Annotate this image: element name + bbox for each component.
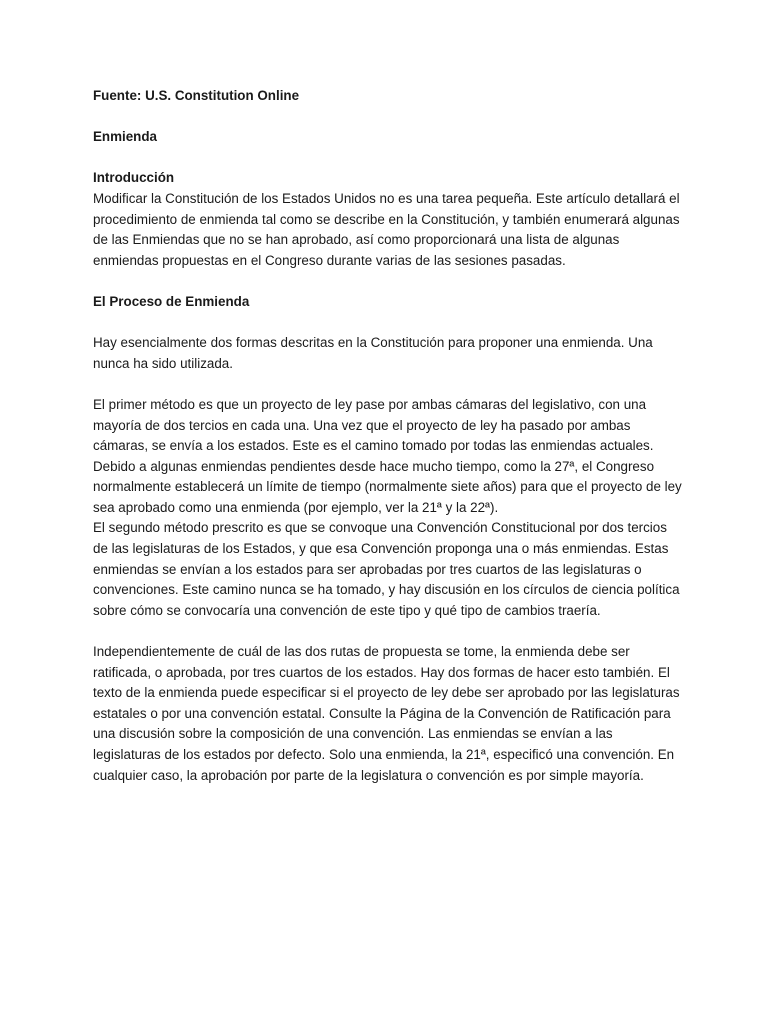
spacer	[93, 313, 683, 334]
source-line: Fuente: U.S. Constitution Online	[93, 88, 300, 103]
spacer	[93, 621, 683, 642]
spacer	[93, 148, 683, 169]
paragraph-ratification: Independientemente de cuál de las dos rutas de propuesta se tome, la enmienda debe ser ratificada, o aprobada, por tres cuartos de los estados. Hay dos formas de hacer esto también. El texto de la enmienda puede especificar si el proyecto de ley debe ser aprobado por las legislaturas estatales o por una convención estatal. Consulte la Página de la Convención de Ratificación para una discusión sobre la composición de una convención. Las enmiendas se envían a las legislaturas de los estados por defecto. Solo una enmienda, la 21ª, especificó una convención. En cualquier caso, la aprobación por parte de la legislatura o convención es por simple mayoría.	[93, 644, 680, 783]
spacer	[93, 107, 683, 128]
document-title: Enmienda	[93, 129, 157, 145]
paragraph-two-forms: Hay esencialmente dos formas descritas en la Constitución para proponer una enmienda. Una nunca ha sido utilizada.	[93, 335, 653, 371]
document-body	[93, 86, 683, 786]
spacer	[93, 271, 683, 292]
paragraph-first-method: El primer método es que un proyecto de ley pase por ambas cámaras del legislativo, con una mayoría de dos tercios en cada una. Una vez que el proyecto de ley ha pasado por ambas cámaras, se envía a los estados. Este es el camino tomado por todas las enmiendas actuales. Debido a algunas enmiendas pendientes desde hace mucho tiempo, como la 27ª, el Congreso normalmente establecerá un límite de tiempo (normalmente siete años) para que el proyecto de ley sea aprobado como una enmienda (por ejemplo, ver la 21ª y la 22ª).	[93, 396, 682, 515]
spacer	[93, 374, 683, 395]
intro-paragraph: Modificar la Constitución de los Estados Unidos no es una tarea pequeña. Este artículo detallará el procedimiento de enmienda tal como se describe en la Constitución, y también enumerará algunas de las Enmiendas que no se han aprobado, así como proporcionará una lista de algunas enmiendas propuestas en el Congreso durante varias de las sesiones pasadas.	[93, 190, 680, 268]
process-heading: El Proceso de Enmienda	[93, 293, 250, 309]
paragraph-second-method: El segundo método prescrito es que se convoque una Convención Constitucional por dos tercios de las legislaturas de los Estados, y que esa Convención proponga una o más enmiendas. Estas enmiendas se envían a los estados para ser aprobadas por tres cuartos de las legislaturas o convenciones. Este camino nunca se ha tomado, y hay discusión en los círculos de ciencia política sobre cómo se convocaría una convención de este tipo y qué tipo de cambios traería.	[93, 520, 680, 618]
intro-heading: Introducción	[93, 170, 175, 186]
